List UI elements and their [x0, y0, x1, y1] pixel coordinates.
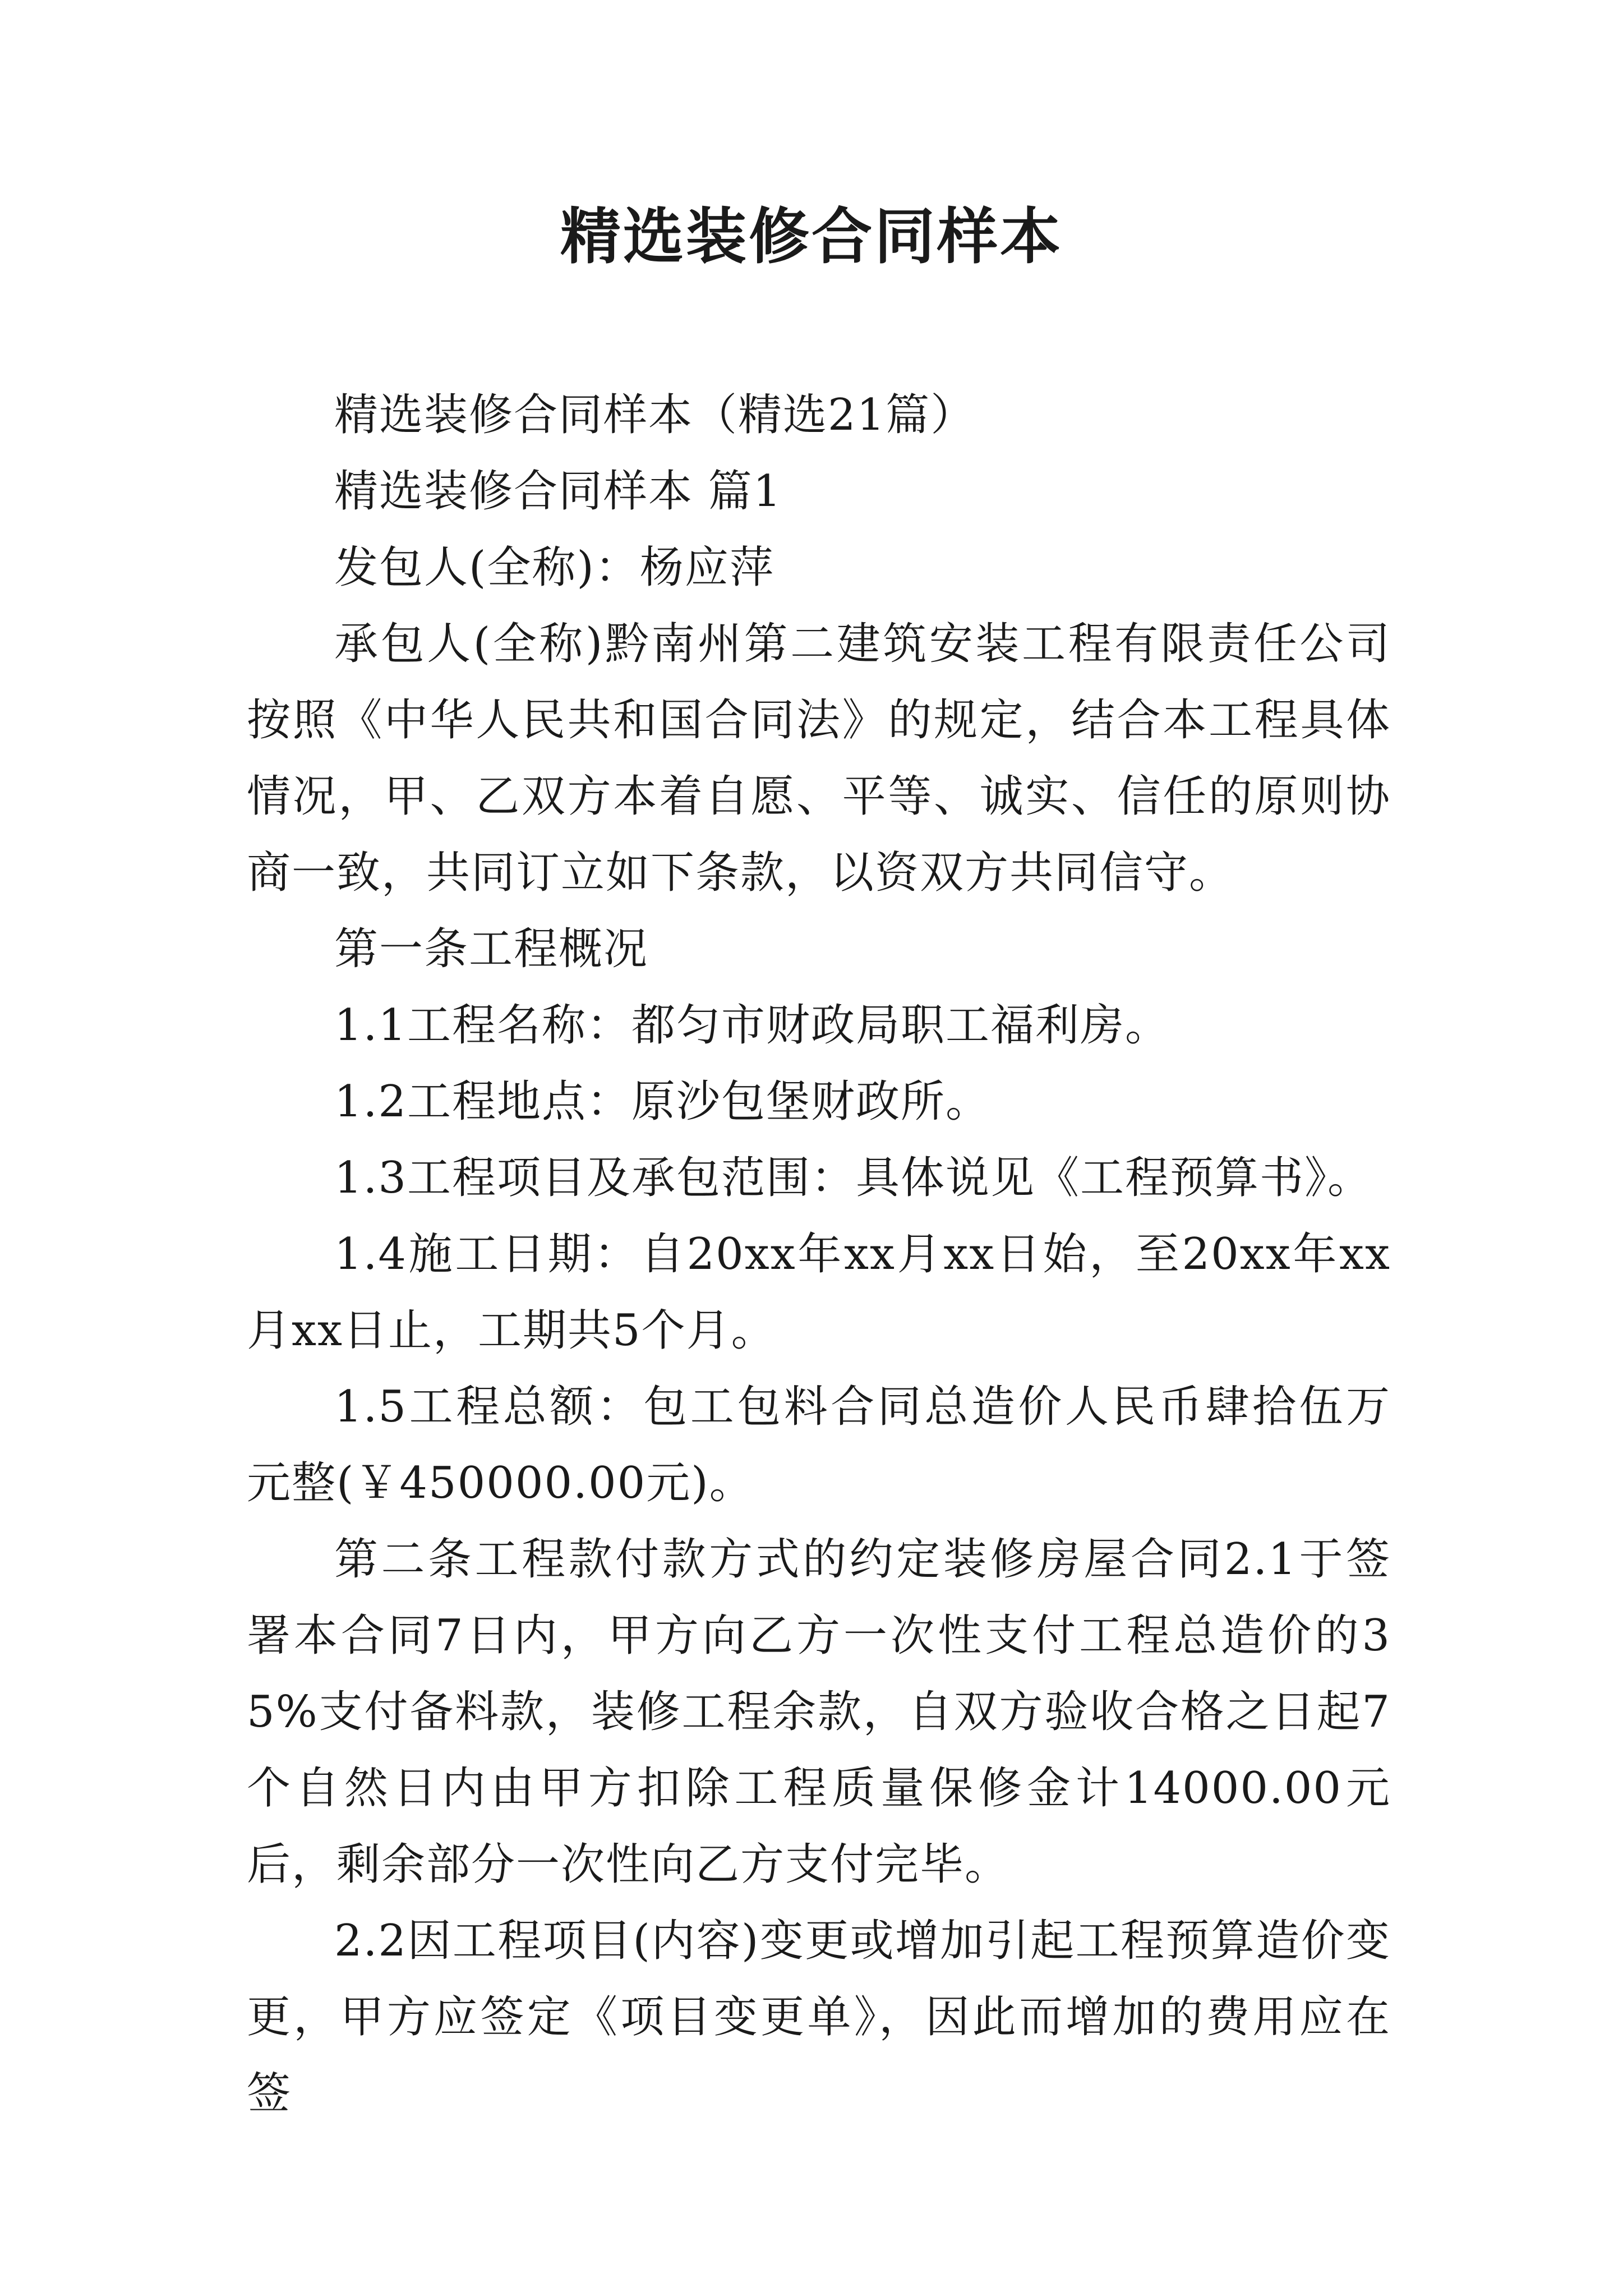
paragraph-article-2: 第二条工程款付款方式的约定装修房屋合同2.1于签署本合同7日内，甲方向乙方一次性支付工程总造价的35%支付备料款，装修工程余款，自双方验收合格之日起7个自然日内由甲方扣除工程质量保修金计14000.00元后，剩余部分一次性向乙方支付完毕。 [247, 1534, 1391, 1890]
paragraph-clause-2-2: 2.2因工程项目(内容)变更或增加引起工程预算造价变更，甲方应签定《项目变更单》，因此而增加的费用应在签 [247, 1916, 1391, 2119]
paragraph-clause-1-3: 1.3工程项目及承包范围：具体说见《工程预算书》。 [334, 1153, 1373, 1203]
paragraph-clause-1-4: 1.4施工日期：自20xx年xx月xx日始，至20xx年xx月xx日止，工期共5个月。 [247, 1229, 1391, 1356]
paragraph-subtitle: 精选装修合同样本（精选21篇） [334, 390, 976, 440]
paragraph-clause-1-5: 1.5工程总额：包工包料合同总造价人民币肆拾伍万元整(￥450000.00元)。 [247, 1382, 1391, 1508]
paragraph-clause-1-1: 1.1工程名称：都匀市财政局职工福利房。 [334, 1000, 1170, 1051]
paragraph-employer: 发包人(全称)：杨应萍 [334, 542, 774, 593]
document-body [247, 377, 1391, 2132]
paragraph-contractor: 承包人(全称)黔南州第二建筑安装工程有限责任公司按照《中华人民共和国合同法》的规定，结合本工程具体情况，甲、乙双方本着自愿、平等、诚实、信任的原则协商一致，共同订立如下条款，以资双方共同信守。 [247, 619, 1391, 898]
paragraph-clause-1-2: 1.2工程地点：原沙包堡财政所。 [334, 1076, 991, 1127]
paragraph-article-1-heading: 第一条工程概况 [334, 924, 649, 974]
document-title: 精选装修合同样本 [560, 201, 1063, 272]
paragraph-section-heading: 精选装修合同样本 篇1 [334, 466, 782, 517]
